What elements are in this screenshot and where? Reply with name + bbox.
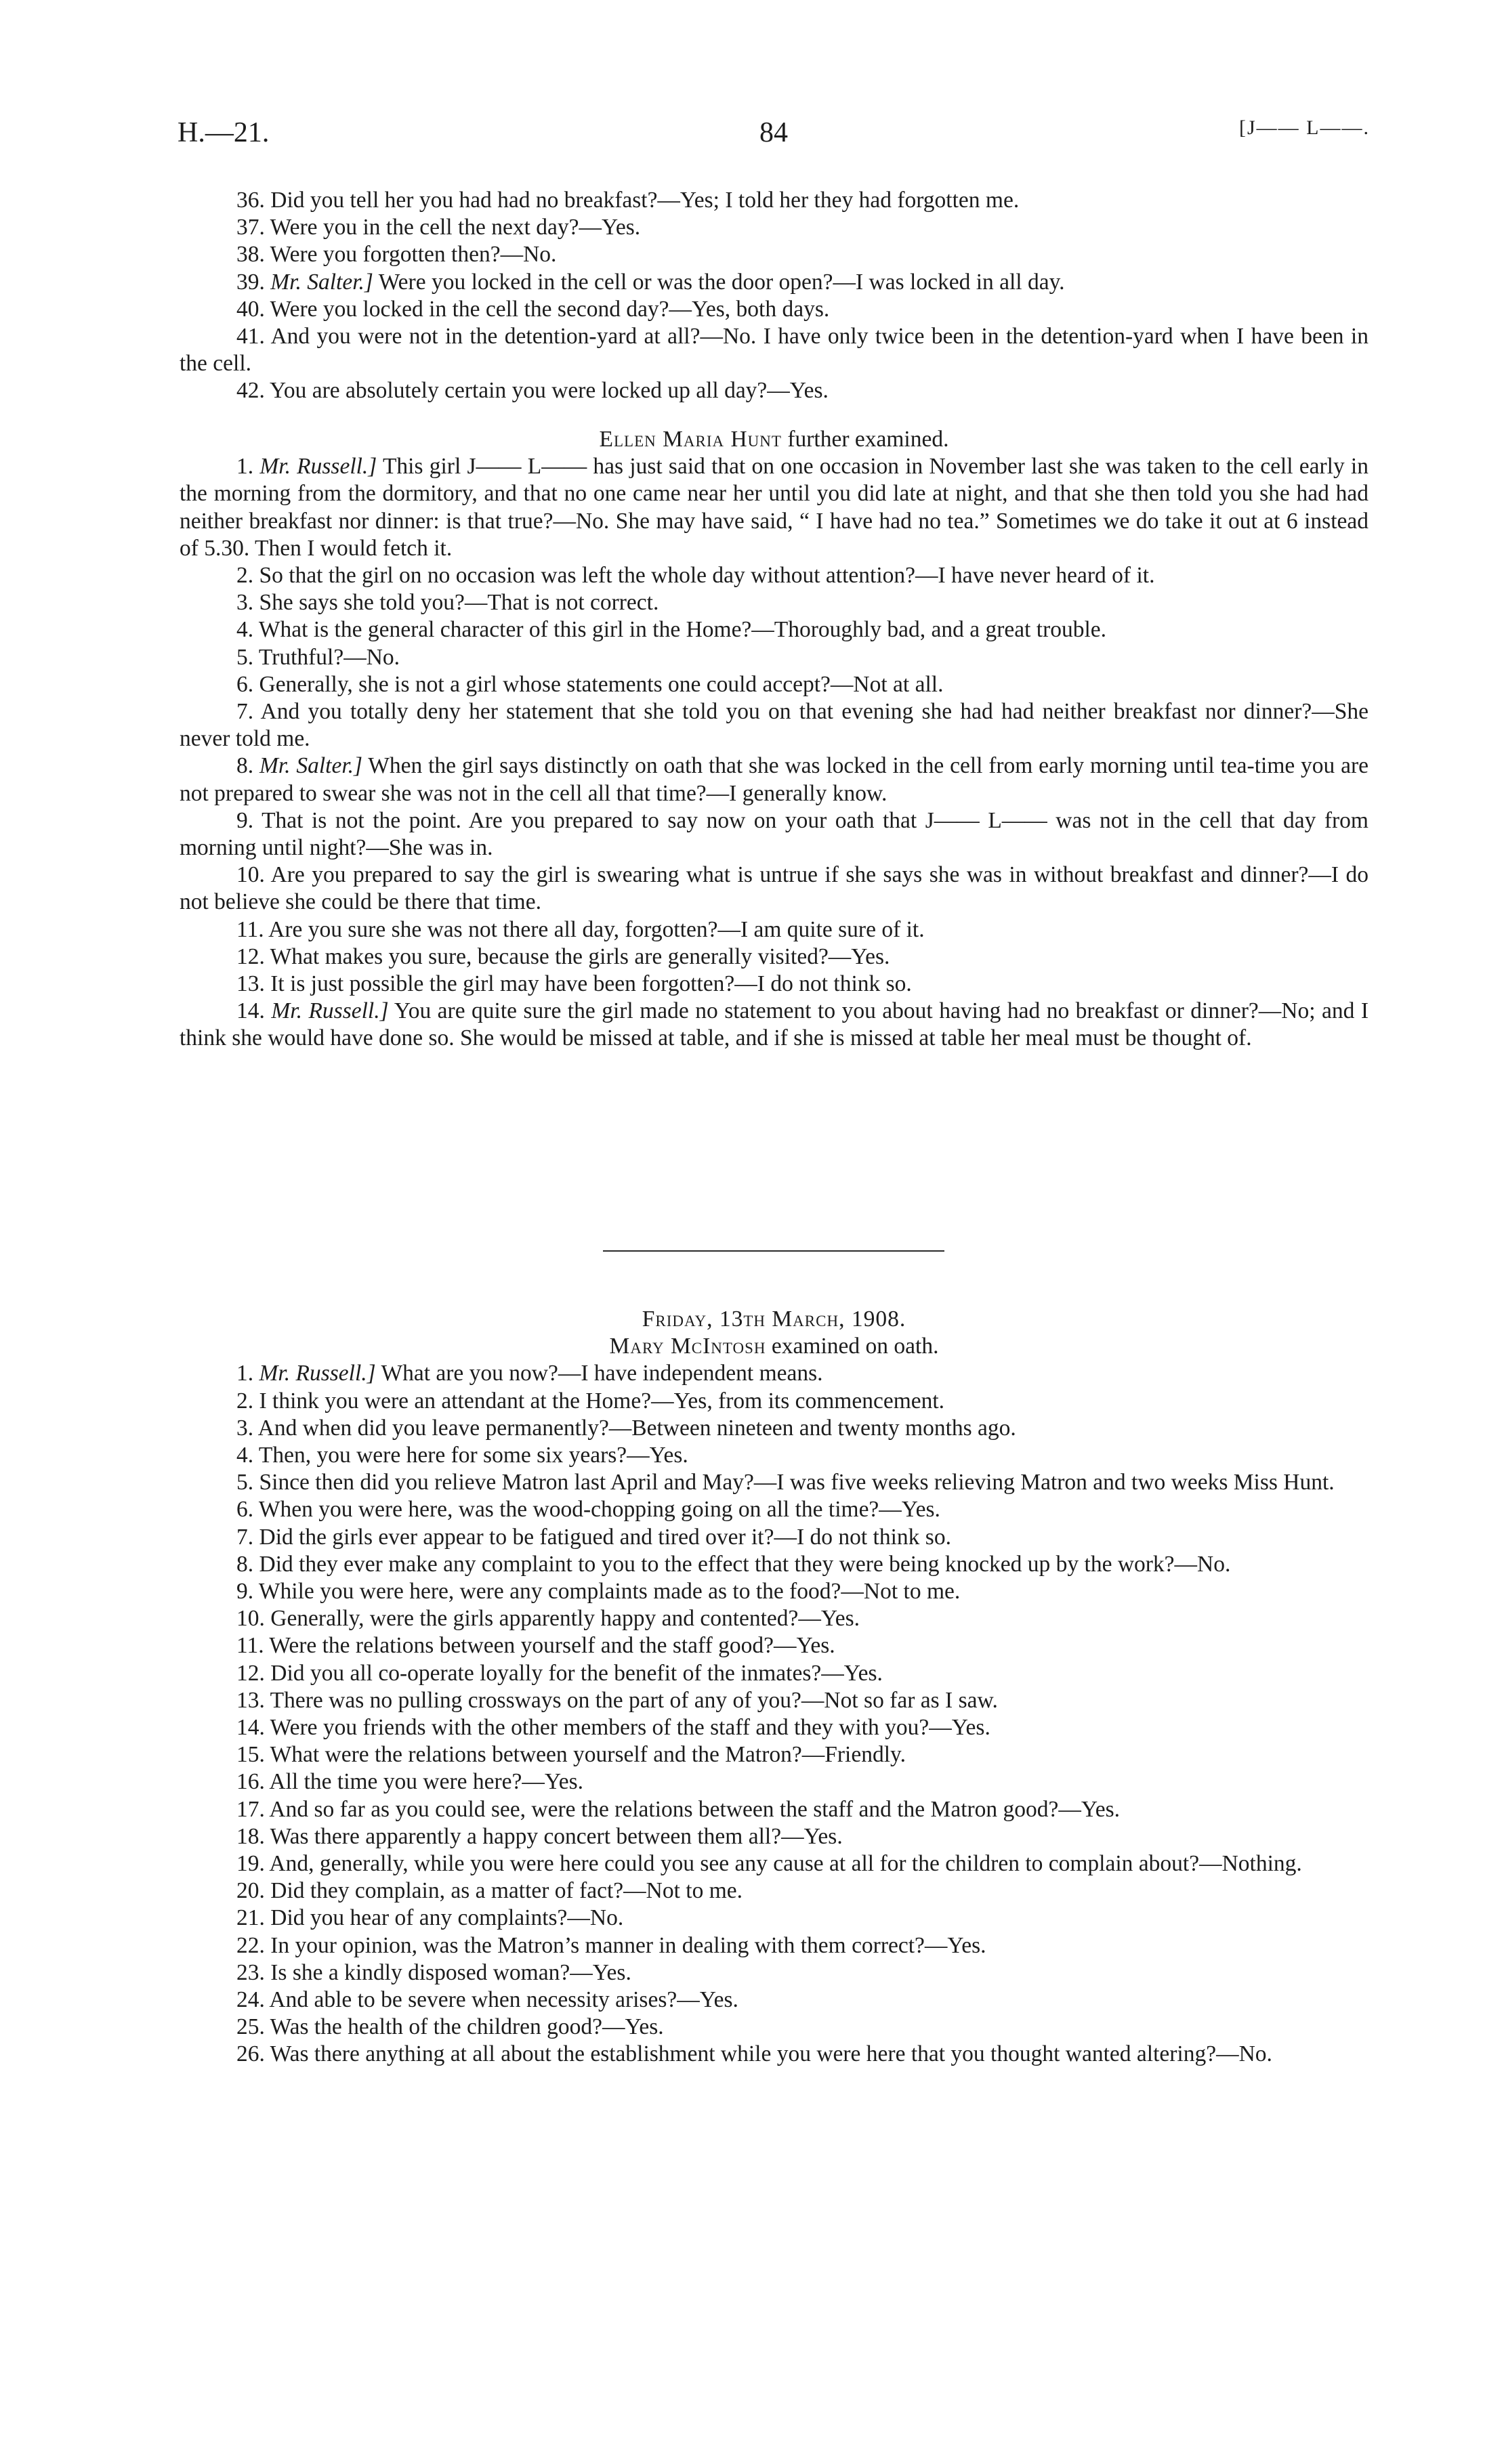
- speaker-label: Mr. Salter.]: [259, 753, 363, 779]
- question-answer-text: Since then did you relieve Matron last April and May?—I was five weeks relieving Matron and two weeks Miss Hunt.: [259, 1470, 1335, 1495]
- question-answer-text: This girl J—— L—— has just said that on one occasion in November last she was taken to the cell early in the morning from the dormitory, and that no one came near her until you did late at night, and that she then told you she had had neither breakfast nor dinner: is that true?—No. She may have said, “ I have had no tea.” Sometimes we do take it out at 6 instead of 5.30. Then I would fetch it.: [180, 454, 1369, 561]
- qa-paragraph: [180, 1905, 1369, 1932]
- question-number: 14.: [236, 998, 265, 1024]
- question-answer-text: So that the girl on no occasion was left the whole day without attention?—I have never heard of it.: [259, 563, 1155, 589]
- question-answer-text: Are you prepared to say the girl is swearing what is untrue if she says she was in without breakfast and dinner?—I do not believe she could be there that time.: [180, 862, 1369, 915]
- question-answer-text: What makes you sure, because the girls are generally visited?—Yes.: [270, 943, 890, 969]
- question-number: 20.: [236, 1878, 265, 1904]
- question-number: 4.: [236, 617, 254, 643]
- question-answer-text: And so far as you could see, were the relations between the staff and the Matron good?—Yes.: [269, 1796, 1121, 1822]
- qa-paragraph: [180, 1524, 1369, 1551]
- question-answer-text: Were the relations between yourself and the staff good?—Yes.: [269, 1633, 835, 1659]
- question-number: 36.: [236, 188, 265, 213]
- section-continued-examination: [180, 187, 1369, 405]
- question-number: 40.: [236, 296, 265, 322]
- question-answer-text: Were you forgotten then?—No.: [270, 242, 557, 268]
- question-number: 6.: [236, 1497, 254, 1523]
- qa-paragraph: [180, 1714, 1369, 1741]
- qa-paragraph: [180, 2041, 1369, 2068]
- qa-paragraph: [180, 698, 1369, 752]
- question-answer-text: And when did you leave permanently?—Between nineteen and twenty months ago.: [257, 1415, 1016, 1441]
- question-number: 42.: [236, 378, 265, 404]
- question-number: 11.: [236, 916, 264, 942]
- qa-paragraph: [180, 807, 1369, 862]
- question-number: 9.: [236, 1579, 254, 1605]
- question-answer-text: Were you locked in the cell or was the door open?—I was locked in all day.: [378, 269, 1065, 295]
- question-number: 39.: [236, 269, 265, 295]
- qa-paragraph: [180, 1578, 1369, 1605]
- qa-paragraph: [180, 1360, 1369, 1387]
- section-mary-mcintosh: [180, 1306, 1369, 2068]
- question-answer-text: Generally, she is not a girl whose statements one could accept?—Not at all.: [259, 671, 944, 697]
- qa-paragraph: [180, 1496, 1369, 1523]
- qa-paragraph: [180, 1388, 1369, 1415]
- question-answer-text: Generally, were the girls apparently happy and contented?—Yes.: [270, 1606, 860, 1632]
- qa-paragraph: [180, 323, 1369, 377]
- qa-paragraph: [180, 1741, 1369, 1768]
- qa-paragraph: [180, 296, 1369, 323]
- question-number: 8.: [236, 1551, 254, 1577]
- question-answer-text: It is just possible the girl may have been forgotten?—I do not think so.: [270, 971, 912, 997]
- witness-heading: [180, 426, 1369, 453]
- question-number: 12.: [236, 943, 265, 969]
- qa-paragraph: [180, 752, 1369, 807]
- page-header: [177, 116, 1370, 157]
- question-number: 3.: [236, 590, 254, 616]
- qa-paragraph: [180, 862, 1369, 916]
- question-number: 38.: [236, 242, 265, 268]
- question-answer-text: And able to be severe when necessity arises?—Yes.: [269, 1987, 738, 2013]
- qa-paragraph: [180, 1551, 1369, 1578]
- question-answer-text: Was there anything at all about the establishment while you were here that you thought wanted altering?—No.: [270, 2041, 1272, 2067]
- qa-paragraph: [180, 1823, 1369, 1850]
- question-number: 19.: [236, 1851, 265, 1877]
- question-number: 5.: [236, 644, 254, 670]
- qa-paragraph: [180, 998, 1369, 1052]
- speaker-label: Mr. Salter.]: [270, 269, 373, 295]
- qa-paragraph: [180, 453, 1369, 562]
- question-answer-text: When the girl says distinctly on oath that she was locked in the cell from early morning until tea-time you are not prepared to swear she was not in the cell all that time?—I generally know.: [180, 753, 1369, 806]
- question-answer-text: Did you hear of any complaints?—No.: [270, 1905, 624, 1931]
- paper-reference: H.—21.: [177, 117, 270, 148]
- qa-paragraph: [180, 589, 1369, 616]
- question-answer-text: And you were not in the detention-yard at all?—No. I have only twice been in the detention-yard when I have been in the cell.: [180, 324, 1369, 377]
- question-list: [180, 453, 1369, 1052]
- question-number: 16.: [236, 1769, 265, 1795]
- question-number: 25.: [236, 2014, 265, 2040]
- qa-paragraph: [180, 1796, 1369, 1823]
- qa-paragraph: [180, 214, 1369, 241]
- question-answer-text: And, generally, while you were here could you see any cause at all for the children to complain about?—Nothing.: [269, 1851, 1302, 1877]
- qa-paragraph: [180, 377, 1369, 404]
- qa-paragraph: [180, 1469, 1369, 1496]
- qa-paragraph: [180, 187, 1369, 214]
- question-number: 41.: [236, 324, 265, 349]
- witness-name: Ellen Maria Hunt: [599, 427, 782, 452]
- witness-reference: [J—— L——.: [1239, 116, 1370, 139]
- question-answer-text: When you were here, was the wood-chopping going on all the time?—Yes.: [258, 1497, 940, 1523]
- qa-paragraph: [180, 671, 1369, 698]
- question-number: 10.: [236, 1606, 265, 1632]
- witness-status: further examined.: [787, 427, 949, 452]
- qa-paragraph: [180, 916, 1369, 943]
- question-answer-text: She says she told you?—That is not correct.: [259, 590, 659, 616]
- question-answer-text: That is not the point. Are you prepared to say now on your oath that J—— L—— was not in the cell that day from morning until night?—She was in.: [180, 807, 1369, 861]
- question-number: 17.: [236, 1796, 265, 1822]
- question-answer-text: Is she a kindly disposed woman?—Yes.: [270, 1959, 631, 1985]
- question-number: 6.: [236, 671, 254, 697]
- question-answer-text: Then, you were here for some six years?—Yes.: [258, 1443, 688, 1468]
- question-number: 1.: [236, 454, 254, 480]
- question-number: 5.: [236, 1470, 254, 1495]
- question-number: 2.: [236, 563, 254, 589]
- question-answer-text: What are you now?—I have independent means.: [381, 1361, 823, 1386]
- question-list: [180, 1360, 1369, 2068]
- question-number: 37.: [236, 215, 265, 240]
- qa-paragraph: [180, 1877, 1369, 1905]
- question-answer-text: What is the general character of this girl in the Home?—Thoroughly bad, and a great trouble.: [258, 617, 1107, 643]
- speaker-label: Mr. Russell.]: [259, 1361, 376, 1386]
- question-answer-text: There was no pulling crossways on the part of any of you?—Not so far as I saw.: [270, 1687, 998, 1713]
- question-answer-text: Did they complain, as a matter of fact?—Not to me.: [270, 1878, 743, 1904]
- qa-paragraph: [180, 1768, 1369, 1796]
- section-ellen-maria-hunt: [180, 426, 1369, 1053]
- question-answer-text: Are you sure she was not there all day, forgotten?—I am quite sure of it.: [268, 916, 925, 942]
- qa-paragraph: [180, 241, 1369, 268]
- qa-paragraph: [180, 1932, 1369, 1959]
- witness-heading: [180, 1333, 1369, 1360]
- question-answer-text: I think you were an attendant at the Home?—Yes, from its commencement.: [259, 1388, 945, 1414]
- question-number: 11.: [236, 1633, 264, 1659]
- question-number: 18.: [236, 1823, 265, 1849]
- qa-paragraph: [180, 971, 1369, 998]
- witness-status: examined on oath.: [771, 1334, 939, 1359]
- sitting-date: Friday, 13th March, 1908.: [642, 1307, 906, 1332]
- question-answer-text: Truthful?—No.: [258, 644, 400, 670]
- question-number: 8.: [236, 753, 254, 779]
- speaker-label: Mr. Russell.]: [271, 998, 389, 1024]
- question-number: 2.: [236, 1388, 254, 1414]
- question-number: 1.: [236, 1361, 254, 1386]
- question-answer-text: All the time you were here?—Yes.: [269, 1769, 584, 1795]
- question-answer-text: Did you all co-operate loyally for the benefit of the inmates?—Yes.: [270, 1660, 883, 1686]
- question-number: 12.: [236, 1660, 265, 1686]
- qa-paragraph: [180, 1987, 1369, 2014]
- qa-paragraph: [180, 269, 1369, 296]
- question-answer-text: You are absolutely certain you were locked up all day?—Yes.: [270, 378, 829, 404]
- qa-paragraph: [180, 1632, 1369, 1659]
- speaker-label: Mr. Russell.]: [259, 454, 377, 480]
- qa-paragraph: [180, 616, 1369, 643]
- qa-paragraph: [180, 1687, 1369, 1714]
- question-answer-text: While you were here, were any complaints made as to the food?—Not to me.: [258, 1579, 961, 1605]
- question-number: 23.: [236, 1959, 265, 1985]
- section-divider: [603, 1250, 944, 1252]
- page-number: 84: [759, 117, 788, 148]
- qa-paragraph: [180, 1415, 1369, 1442]
- question-answer-text: And you totally deny her statement that she told you on that evening she had had neither breakfast nor dinner?—She never told me.: [180, 699, 1369, 752]
- qa-paragraph: [180, 1959, 1369, 1987]
- question-answer-text: Did the girls ever appear to be fatigued and tired over it?—I do not think so.: [259, 1524, 951, 1550]
- question-number: 7.: [236, 1524, 254, 1550]
- question-answer-text: Were you in the cell the next day?—Yes.: [270, 215, 641, 240]
- qa-paragraph: [180, 1660, 1369, 1687]
- question-number: 24.: [236, 1987, 265, 2013]
- question-answer-text: Was the health of the children good?—Yes.: [270, 2014, 664, 2040]
- question-answer-text: Were you locked in the cell the second day?—Yes, both days.: [270, 296, 830, 322]
- question-number: 15.: [236, 1742, 265, 1768]
- question-number: 13.: [236, 1687, 265, 1713]
- question-answer-text: What were the relations between yourself and the Matron?—Friendly.: [270, 1742, 906, 1768]
- question-number: 7.: [236, 699, 254, 725]
- qa-paragraph: [180, 644, 1369, 671]
- question-answer-text: Did they ever make any complaint to you to the effect that they were being knocked up by the work?—No.: [259, 1551, 1231, 1577]
- question-number: 26.: [236, 2041, 265, 2067]
- question-number: 13.: [236, 971, 265, 997]
- question-number: 14.: [236, 1715, 265, 1741]
- question-answer-text: You are quite sure the girl made no statement to you about having had no breakfast or dinner?—No; and I think she would have done so. She would be missed at table, and if she is missed at table her meal must be thought of.: [180, 998, 1369, 1051]
- question-number: 4.: [236, 1443, 254, 1468]
- witness-name: Mary McIntosh: [609, 1334, 766, 1359]
- question-number: 9.: [236, 807, 254, 833]
- qa-paragraph: [180, 1605, 1369, 1632]
- qa-paragraph: [180, 1850, 1369, 1877]
- question-answer-text: Did you tell her you had had no breakfast?—Yes; I told her they had forgotten me.: [270, 188, 1020, 213]
- qa-paragraph: [180, 1442, 1369, 1469]
- qa-paragraph: [180, 562, 1369, 589]
- question-answer-text: In your opinion, was the Matron’s manner in dealing with them correct?—Yes.: [270, 1932, 986, 1958]
- qa-paragraph: [180, 2014, 1369, 2041]
- question-number: 21.: [236, 1905, 265, 1931]
- qa-paragraph: [180, 943, 1369, 971]
- question-number: 22.: [236, 1932, 265, 1958]
- question-answer-text: Was there apparently a happy concert between them all?—Yes.: [270, 1823, 843, 1849]
- question-number: 10.: [236, 862, 265, 888]
- question-number: 3.: [236, 1415, 254, 1441]
- question-answer-text: Were you friends with the other members of the staff and they with you?—Yes.: [270, 1715, 990, 1741]
